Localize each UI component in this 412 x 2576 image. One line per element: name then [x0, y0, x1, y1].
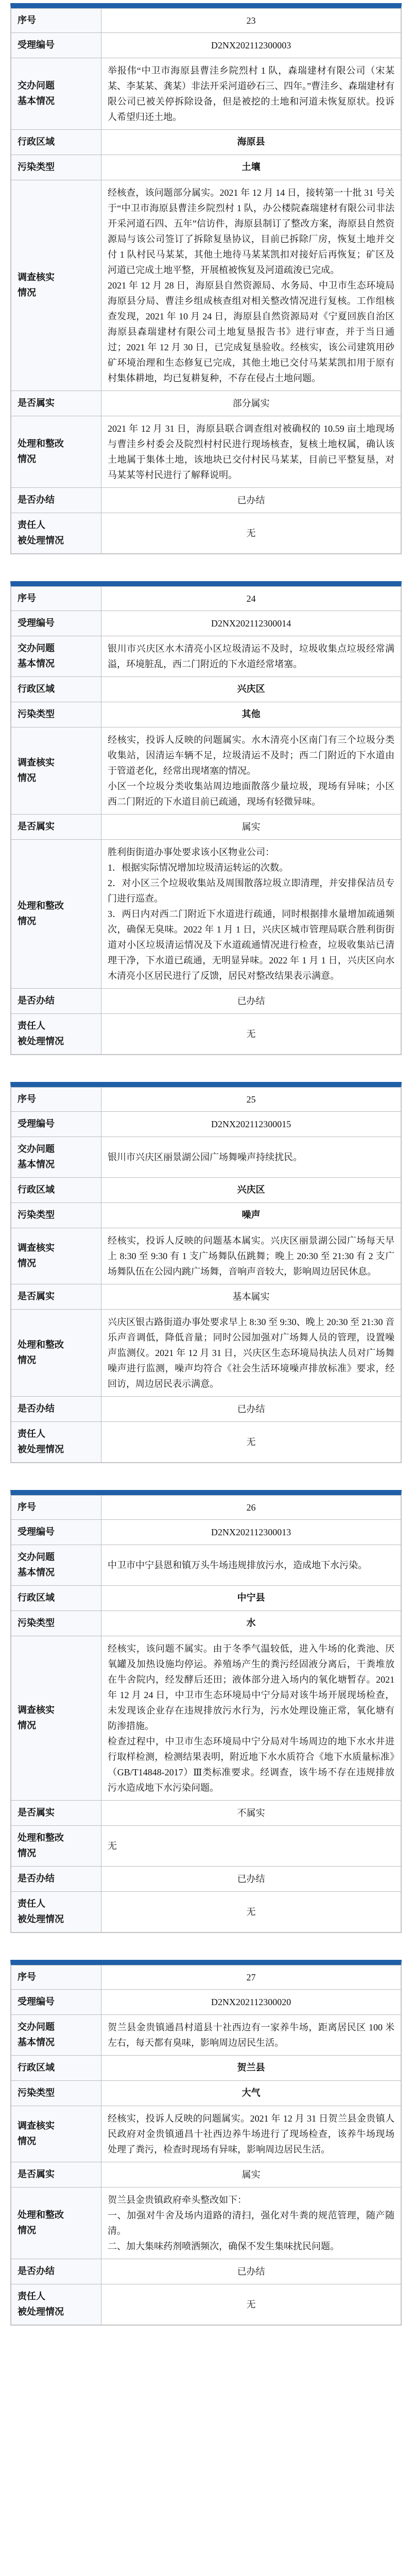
table-row [11, 2056, 401, 2081]
row-label-is-true: 是否属实 [11, 1284, 101, 1310]
pollution-type-value: 大气 [101, 2081, 401, 2106]
row-label-accountability: 责任人 被处理情况 [11, 1014, 101, 1055]
table-row [11, 815, 401, 840]
table-row [11, 2259, 401, 2284]
row-label-accountability: 责任人 被处理情况 [11, 513, 101, 554]
table-row [11, 2162, 401, 2188]
basic-situation-value: 举报伟“中卫市海原县曹洼乡院烈村 1 队，森瑞建材有限公司（宋某某、李某某、龚某）非法开采河道砂石三、四年。”曹洼乡、森瑞建材有限公司已被关停拆除设备，但是被挖的土地和河道未恢复原状。投诉人希望归还土地。 [101, 58, 401, 130]
row-label-is-true: 是否属实 [11, 815, 101, 840]
row-label-seq: 序号 [11, 587, 101, 611]
table-row [11, 611, 401, 636]
region-value: 中宁县 [101, 1586, 401, 1611]
handling-value: 无 [101, 1826, 401, 1867]
table-row [11, 1520, 401, 1545]
accountability-value: 无 [101, 2284, 401, 2325]
pollution-type-value: 水 [101, 1611, 401, 1636]
is-true-value: 基本属实 [101, 1284, 401, 1310]
table-row [11, 2015, 401, 2056]
table-row [11, 180, 401, 391]
handling-value: 兴庆区银古路街道办事处要求早上 8:30 至 9:30、晚上 20:30 至 21:30 音乐声音调低，降低音量；同时公园加强对广场舞人员的管理，设置噪声监测仪。2021 年 12 月 31 日，兴庆区生态环境局执法人员对广场舞噪声进行监测，噪声均符合《社会生活环境噪声排放标准》要求，经回访，周边居民表示满意。 [101, 1310, 401, 1397]
table-row [11, 1496, 401, 1520]
table-row [11, 1892, 401, 1933]
case-table [11, 1495, 401, 1933]
table-row [11, 1422, 401, 1463]
row-label-pollution: 污染类型 [11, 1611, 101, 1636]
row-label-region: 行政区域 [11, 1586, 101, 1611]
accept-number-value: D2NX202112300014 [101, 611, 401, 636]
basic-situation-value: 贺兰县金贵镇通昌村道县十社西边有一家养牛场，距离居民区 100 米左右，每天都有臭味，影响周边居民生活。 [101, 2015, 401, 2056]
table-row [11, 587, 401, 611]
table-row [11, 1545, 401, 1586]
accept-number-value: D2NX202112300015 [101, 1112, 401, 1137]
row-label-basic: 交办问题 基本情况 [11, 58, 101, 130]
case-table [11, 8, 401, 554]
case-seq-value: 26 [101, 1496, 401, 1520]
region-value: 海原县 [101, 130, 401, 155]
table-row [11, 1284, 401, 1310]
table-row [11, 33, 401, 58]
table-row [11, 989, 401, 1014]
investigation-value: 经核实，投诉人反映的问题基本属实。兴庆区丽景湖公园广场每天早上 8:30 至 9:30 有 1 支广场舞队伍跳舞；晚上 20:30 至 21:30 有 2 支广场舞队伍在公园内跳广场舞，音响声音较大，影响周边居民休息。 [101, 1228, 401, 1284]
pollution-type-value: 其他 [101, 702, 401, 727]
row-label-closed: 是否办结 [11, 1397, 101, 1422]
is-true-value: 属实 [101, 815, 401, 840]
row-label-handling: 处理和整改 情况 [11, 1310, 101, 1397]
row-label-seq: 序号 [11, 1965, 101, 1990]
table-row [11, 1397, 401, 1422]
row-label-handling: 处理和整改 情况 [11, 840, 101, 989]
table-row [11, 1801, 401, 1826]
table-row [11, 1088, 401, 1112]
is-true-value: 部分属实 [101, 391, 401, 416]
region-value: 兴庆区 [101, 677, 401, 702]
case-card [10, 3, 402, 554]
table-row [11, 1965, 401, 1990]
row-label-region: 行政区域 [11, 677, 101, 702]
table-row [11, 58, 401, 130]
table-row [11, 1990, 401, 2015]
investigation-value: 经核查，该问题部分属实。2021 年 12 月 14 日，接转第一十批 31 号关于“中卫市海原县曹洼乡院烈村 1 队，办公楼院森瑞建材有限公司非法开采河道石四、五年”信访件，海原县制订了整改方案，海原县自然资源局与该公司签订了拆除复垦协议，目前已拆除厂房，恢复土地并交付 1 队村民马某某，其他土地待马某某凯扣对接好后再恢复；矿区及河道已完成土地平整，开展植被恢复及河道疏浚已完成。 2021 年 12 月 28 日，海原县自然资源局、水务局、中卫市生态环境局海原县分局、曹洼乡组成核查组对相关整改情况进行复核。工作组核查发现，2021 年 10 月 24 日，海原县自然资源局对《宁夏回族自治区海原县森瑞建材有限公司土地复垦报告书》进行审查，并于当日通过；2021 年 12 月 30 日，已完成复垦验收。经核实，该公司建筑用砂矿环境治理和生态修复已完成，其他土地已交付马某某凯扣用于原有村集体耕地，均已复耕复种，不存在侵占土地问题。 [101, 180, 401, 391]
case-table [11, 586, 401, 1055]
table-row [11, 2106, 401, 2162]
accountability-value: 无 [101, 1892, 401, 1933]
table-row [11, 702, 401, 727]
table-row [11, 677, 401, 702]
row-label-accept-no: 受理编号 [11, 1112, 101, 1137]
pollution-type-value: 土壤 [101, 155, 401, 180]
row-label-seq: 序号 [11, 9, 101, 33]
is-true-value: 属实 [101, 2162, 401, 2188]
table-row [11, 1867, 401, 1892]
row-label-basic: 交办问题 基本情况 [11, 1545, 101, 1586]
pollution-type-value: 噪声 [101, 1203, 401, 1228]
accept-number-value: D2NX202112300003 [101, 33, 401, 58]
table-row [11, 155, 401, 180]
row-label-pollution: 污染类型 [11, 155, 101, 180]
row-label-accept-no: 受理编号 [11, 611, 101, 636]
page [0, 3, 412, 2326]
case-seq-value: 25 [101, 1088, 401, 1112]
row-label-investigation: 调查核实 情况 [11, 1228, 101, 1284]
table-row [11, 1636, 401, 1801]
row-label-pollution: 污染类型 [11, 1203, 101, 1228]
table-row [11, 1137, 401, 1178]
row-label-investigation: 调查核实 情况 [11, 180, 101, 391]
investigation-value: 经核实，投诉人反映的问题属实。2021 年 12 月 31 日贺兰县金贵镇人民政府对金贵镇通昌十社西边养牛场进行了现场检查，该养牛场现场处理了粪污，检查时现场有异味，影响周边居民生活。 [101, 2106, 401, 2162]
table-row [11, 1586, 401, 1611]
row-label-basic: 交办问题 基本情况 [11, 636, 101, 677]
handling-value: 胜利街街道办事处要求该小区物业公司： 1．根据实际情况增加垃圾清运转运的次数。 2．对小区三个垃圾收集站及周围散落垃圾立即清理，并安排保洁员专门进行巡查。 3．两日内对西二门附近下水道进行疏通，同时根据排水量增加疏通频次，确保无臭味。2022 年 1 月 1 日，兴庆区城市管理局联合胜利街街道对小区垃圾清运情况及下水道疏通情况进行检查，垃圾收集站已清理干净，下水道已疏通，无明显异味。2022 年 1 月 1 日，兴庆区向水木清亮小区居民进行了反馈，居民对整改结果表示满意。 [101, 840, 401, 989]
region-value: 兴庆区 [101, 1178, 401, 1203]
table-row [11, 1310, 401, 1397]
row-label-pollution: 污染类型 [11, 2081, 101, 2106]
case-seq-value: 24 [101, 587, 401, 611]
basic-situation-value: 中卫市中宁县恩和镇万头牛场违规排放污水，造成地下水污染。 [101, 1545, 401, 1586]
row-label-closed: 是否办结 [11, 488, 101, 513]
case-seq-value: 27 [101, 1965, 401, 1990]
investigation-value: 经核实，投诉人反映的问题属实。水木清亮小区南门有三个垃圾分类收集站，因清运车辆不足，垃圾清运不及时；西二门附近的下水道由于管道老化，经常出现堵塞的情况。 小区一个垃圾分类收集站周边地面散落少量垃圾，现场有异味；小区西二门附近的下水道目前已疏通，现场有轻微异味。 [101, 727, 401, 815]
table-row [11, 840, 401, 989]
table-row [11, 130, 401, 155]
table-row [11, 513, 401, 554]
row-label-is-true: 是否属实 [11, 1801, 101, 1826]
accountability-value: 无 [101, 1014, 401, 1055]
row-label-seq: 序号 [11, 1088, 101, 1112]
row-label-investigation: 调查核实 情况 [11, 727, 101, 815]
table-row [11, 2081, 401, 2106]
row-label-pollution: 污染类型 [11, 702, 101, 727]
case-table [11, 1965, 401, 2325]
case-card [10, 1490, 402, 1933]
case-card [10, 1082, 402, 1463]
row-label-closed: 是否办结 [11, 1867, 101, 1892]
row-label-region: 行政区域 [11, 1178, 101, 1203]
region-value: 贺兰县 [101, 2056, 401, 2081]
accountability-value: 无 [101, 513, 401, 554]
row-label-investigation: 调查核实 情况 [11, 2106, 101, 2162]
table-row [11, 9, 401, 33]
table-row [11, 1826, 401, 1867]
closed-value: 已办结 [101, 989, 401, 1014]
basic-situation-value: 银川市兴庆区丽景湖公园广场舞噪声持续扰民。 [101, 1137, 401, 1178]
row-label-is-true: 是否属实 [11, 2162, 101, 2188]
table-row [11, 1178, 401, 1203]
closed-value: 已办结 [101, 1867, 401, 1892]
table-row [11, 2284, 401, 2325]
investigation-value: 经核实，该问题不属实。由于冬季气温较低，进入牛场的化粪池、厌氧罐及加热设施均停运。养殖场产生的粪污经固液分离后，干粪堆放在牛舍院内，经发酵后还田；液体部分进入场内的氧化塘暂存。2021 年 12 月 24 日，中卫市生态环境局中宁分局对该牛场开展现场检查，未发现该企业存在违规排放污水行为，污水处理设施正常，氧化塘有防渗措施。 检查过程中，中卫市生态环境局中宁分局对牛场周边的地下水水井进行取样检测，检测结果表明，附近地下水水质符合《地下水质量标准》（GB/T14848-2017）Ⅲ类标准要求。经调查，该牛场不存在违规排放污水造成地下水污染问题。 [101, 1636, 401, 1801]
case-seq-value: 23 [101, 9, 401, 33]
row-label-accountability: 责任人 被处理情况 [11, 2284, 101, 2325]
row-label-basic: 交办问题 基本情况 [11, 1137, 101, 1178]
basic-situation-value: 银川市兴庆区水木清亮小区垃圾清运不及时，垃圾收集点垃圾经常满溢，环境脏乱，西二门附近的下水道经常堵塞。 [101, 636, 401, 677]
table-row [11, 1203, 401, 1228]
row-label-closed: 是否办结 [11, 2259, 101, 2284]
row-label-is-true: 是否属实 [11, 391, 101, 416]
row-label-accept-no: 受理编号 [11, 1990, 101, 2015]
row-label-seq: 序号 [11, 1496, 101, 1520]
row-label-investigation: 调查核实 情况 [11, 1636, 101, 1801]
table-row [11, 1112, 401, 1137]
table-row [11, 636, 401, 677]
accountability-value: 无 [101, 1422, 401, 1463]
row-label-accountability: 责任人 被处理情况 [11, 1892, 101, 1933]
table-row [11, 391, 401, 416]
row-label-handling: 处理和整改 情况 [11, 1826, 101, 1867]
table-row [11, 727, 401, 815]
case-card [10, 1960, 402, 2326]
closed-value: 已办结 [101, 2259, 401, 2284]
row-label-accept-no: 受理编号 [11, 1520, 101, 1545]
closed-value: 已办结 [101, 1397, 401, 1422]
handling-value: 2021 年 12 月 31 日，海原县联合调查组对被确权的 10.59 亩土地现场与曹洼乡村委会及院烈村村民进行现场核查，复核土地权属，确认该土地属于集体土地，该地块已交付村民马某某，目前已平整复垦，对马某某等村民进行了解释说明。 [101, 416, 401, 488]
table-row [11, 2188, 401, 2259]
table-row [11, 488, 401, 513]
row-label-region: 行政区域 [11, 130, 101, 155]
case-card [10, 581, 402, 1055]
table-row [11, 1228, 401, 1284]
accept-number-value: D2NX202112300013 [101, 1520, 401, 1545]
accept-number-value: D2NX202112300020 [101, 1990, 401, 2015]
row-label-handling: 处理和整改 情况 [11, 416, 101, 488]
row-label-handling: 处理和整改 情况 [11, 2188, 101, 2259]
is-true-value: 不属实 [101, 1801, 401, 1826]
row-label-region: 行政区域 [11, 2056, 101, 2081]
closed-value: 已办结 [101, 488, 401, 513]
table-row [11, 416, 401, 488]
table-row [11, 1014, 401, 1055]
table-row [11, 1611, 401, 1636]
row-label-accept-no: 受理编号 [11, 33, 101, 58]
case-table [11, 1087, 401, 1463]
row-label-closed: 是否办结 [11, 989, 101, 1014]
row-label-accountability: 责任人 被处理情况 [11, 1422, 101, 1463]
handling-value: 贺兰县金贵镇政府牵头整改如下： 一、加强对牛舍及场内道路的清扫，强化对牛粪的规范管理，随产随清。 二、加大集味药剂喷洒频次，确保不发生集味扰民问题。 [101, 2188, 401, 2259]
row-label-basic: 交办问题 基本情况 [11, 2015, 101, 2056]
